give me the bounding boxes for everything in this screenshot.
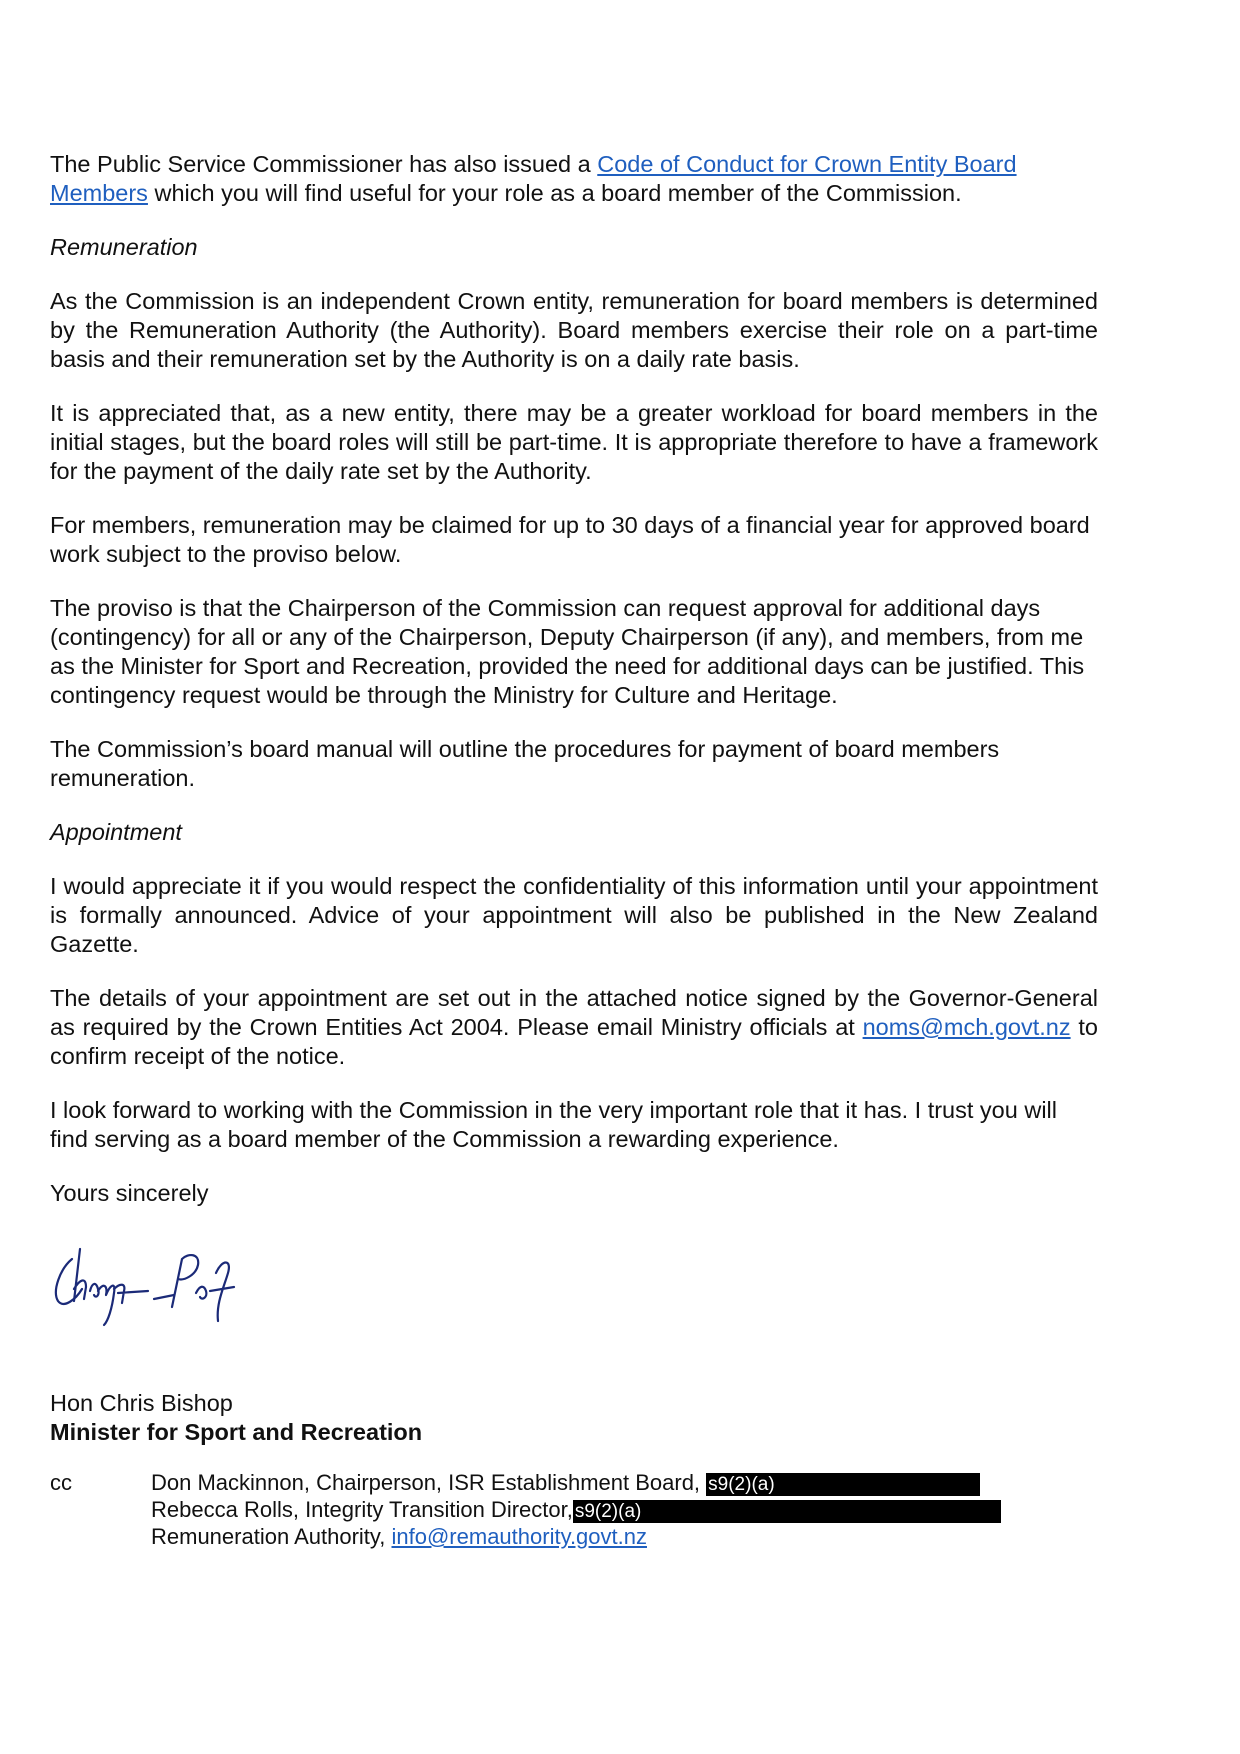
cc-recipients (151, 1469, 1098, 1550)
cc-recipient-2: Rebecca Rolls, Integrity Transition Director, s9(2)(a) (151, 1496, 1098, 1523)
valediction: Yours sincerely (50, 1180, 209, 1206)
cc-label: cc (50, 1470, 72, 1495)
letter-page (50, 150, 1098, 1550)
cc-block (50, 1469, 1098, 1550)
appointment-paragraph-2: The details of your appointment are set out in the attached notice signed by the Governor-General as required by the Crown Entities Act 2004. Please email Ministry officials at noms@mch.govt.nz to confirm receipt of the notice. (50, 985, 1098, 1069)
code-of-conduct-link[interactable]: Code of Conduct for Crown Entity Board Members (50, 151, 1017, 206)
signatory-title: Minister for Sport and Recreation (50, 1419, 423, 1445)
cc-recipient-1: Don Mackinnon, Chairperson, ISR Establishment Board, s9(2)(a) (151, 1469, 1098, 1496)
handwritten-signature (50, 1229, 1098, 1349)
remuneration-paragraph-4: The proviso is that the Chairperson of the Commission can request approval for additional days (contingency) for all or any of the Chairperson, Deputy Chairperson (if any), and members, from me as the Minister for Sport and Recreation, provided the need for additional days can be justified. This contingency request would be through the Ministry for Culture and Heritage. (50, 595, 1085, 708)
signatory-name: Hon Chris Bishop (50, 1390, 233, 1416)
intro-paragraph: The Public Service Commissioner has also issued a Code of Conduct for Crown Entity Board Members which you will find useful for your role as a board member of the Commission. (50, 151, 1017, 206)
remauthority-email-link[interactable]: info@remauthority.govt.nz (391, 1524, 647, 1549)
remuneration-paragraph-2: It is appreciated that, as a new entity, there may be a greater workload for board members in the initial stages, but the board roles will still be part-time. It is appropriate therefore to have a framework for the payment of the daily rate set by the Authority. (50, 400, 1098, 484)
redaction-box: s9(2)(a) (706, 1473, 980, 1496)
appointment-paragraph-3: I look forward to working with the Commission in the very important role that it has. I trust you will find serving as a board member of the Commission a rewarding experience. (50, 1097, 1057, 1152)
redaction-box: s9(2)(a) (573, 1500, 1001, 1523)
remuneration-paragraph-3: For members, remuneration may be claimed for up to 30 days of a financial year for approved board work subject to the proviso below. (50, 512, 1090, 567)
appointment-paragraph-1: I would appreciate it if you would respect the confidentiality of this information until your appointment is formally announced. Advice of your appointment will also be published in the New Zealand Gazette. (50, 873, 1098, 957)
noms-email-link[interactable]: noms@mch.govt.nz (862, 1014, 1071, 1040)
remuneration-heading: Remuneration (50, 234, 198, 260)
remuneration-paragraph-5: The Commission’s board manual will outline the procedures for payment of board members remuneration. (50, 736, 1000, 791)
signature-image (50, 1229, 270, 1329)
cc-recipient-3: Remuneration Authority, info@remauthority.govt.nz (151, 1524, 647, 1549)
remuneration-paragraph-1: As the Commission is an independent Crown entity, remuneration for board members is determined by the Remuneration Authority (the Authority). Board members exercise their role on a part-time basis and their remuneration set by the Authority is on a daily rate basis. (50, 288, 1098, 372)
appointment-heading: Appointment (50, 819, 182, 845)
